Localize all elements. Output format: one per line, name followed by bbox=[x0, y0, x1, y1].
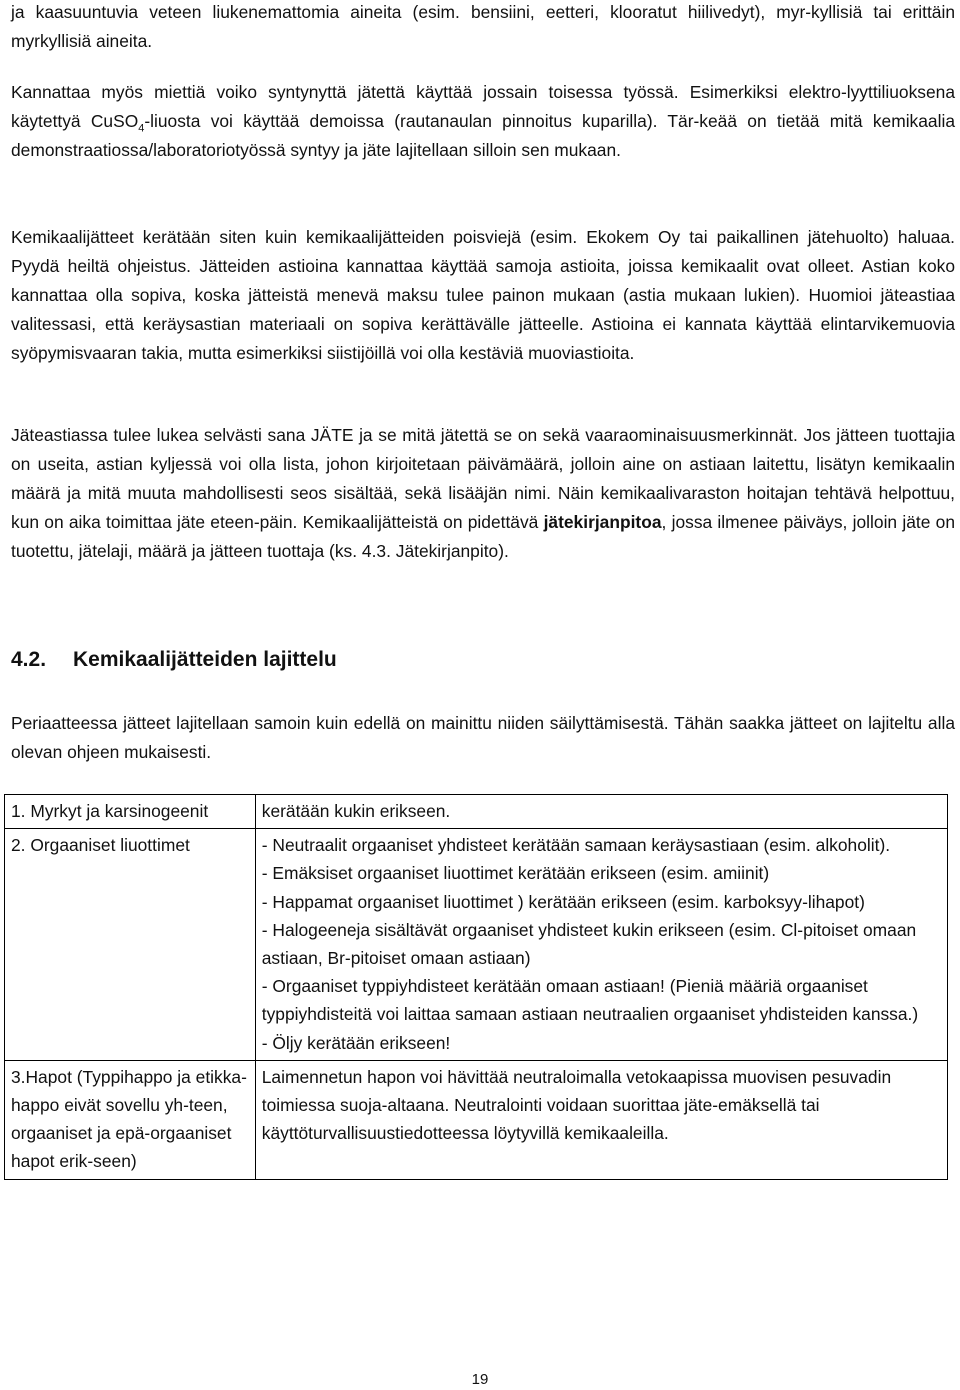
table-cell-category: 2. Orgaaniset liuottimet bbox=[5, 829, 256, 1061]
paragraph-intro-continuation: ja kaasuuntuvia veteen liukenemattomia aineita (esim. bensiini, eetteri, klooratut hiilivedyt), myr-kyllisiä tai erittäin myrkyllisiä aineita. bbox=[11, 2, 955, 51]
paragraph-labeling-text-b: , jossa ilmenee päiväys, jolloin jäte on tuotettu, jätelaji, määrä ja jätteen tuottaja (ks. 4.3. Jätekirjanpito). bbox=[11, 512, 955, 561]
table-cell-instructions bbox=[255, 795, 947, 829]
instruction-line: - Neutraalit orgaaniset yhdisteet kerätään samaan keräysastiaan (esim. alkoholit). bbox=[261, 835, 891, 856]
paragraph-sorting-intro: Periaatteessa jätteet lajitellaan samoin kuin edellä on mainittu niiden säilyttämisestä. Tähän saakka jätteet on lajiteltu alla olevan ohjeen mukaisesti. bbox=[11, 713, 955, 762]
section-heading bbox=[11, 643, 337, 677]
paragraph-labeling bbox=[11, 421, 955, 566]
table-cell-category: 1. Myrkyt ja karsinogeenit bbox=[5, 795, 256, 829]
table-row bbox=[5, 1060, 948, 1179]
paragraph-reuse-waste bbox=[11, 78, 955, 165]
instruction-line: - Emäksiset orgaaniset liuottimet kerätään erikseen (esim. amiinit) bbox=[261, 863, 770, 884]
instruction-line: - Öljy kerätään erikseen! bbox=[261, 1032, 451, 1053]
table-row bbox=[5, 829, 948, 1061]
instruction-line: - Halogeeneja sisältävät orgaaniset yhdisteet kukin erikseen (esim. Cl-pitoiset omaan astiaan, Br-pitoiset omaan astiaan) bbox=[261, 919, 917, 969]
paragraph-labeling-text-a: Jäteastiassa tulee lukea selvästi sana JÄTE ja se mitä jätettä se on sekä vaaraominaisuusmerkinnät. Jos jätteen tuottajia on useita, astian kyljessä voi olla lista, johon kirjoitetaan päivämäärä, jolloin aine on astiaan laitettu, lisätyn kemikaalin määrä ja mitä muuta mahdollisesti seos sisältää, sekä lisääjän nimi. Näin kemikaalivaraston hoitajan tehtävä helpottuu, kun on aika toimittaa jäte eteen-päin. Kemikaalijätteistä on pidettävä bbox=[11, 425, 955, 532]
sorting-table bbox=[4, 794, 948, 1180]
section-number: 4.2. bbox=[11, 648, 47, 671]
instruction-line: kerätään kukin erikseen. bbox=[261, 801, 451, 821]
table-row bbox=[5, 795, 948, 829]
instruction-line: - Orgaaniset typpiyhdisteet kerätään omaan astiaan! (Pieniä määriä orgaaniset typpiyhdisteitä voi laittaa samaan astiaan neutraalien orgaaniset yhdisteiden kanssa.) bbox=[261, 976, 919, 1025]
paragraph-collection: Kemikaalijätteet kerätään siten kuin kemikaalijätteiden poisviejä (esim. Ekokem Oy tai paikallinen jätehuolto) haluaa. Pyydä heiltä ohjeistus. Jätteiden astioina kannattaa käyttää samoja astioita, joissa kemikaalit ovat olleet. Astian koko kannattaa olla sopiva, koska jätteistä menevä maksu tulee painon mukaan (astia mukaan lukien). Huomioi jäteastiaa valitessasi, että keräysastian materiaali on sopiva kerättävälle jätteelle. Astioina ei kannata käyttää elintarvikemuovia syöpymisvaaran takia, mutta esimerkiksi siistijöillä voi olla kestäviä muoviastioita. bbox=[11, 227, 955, 363]
bold-term-jatekirjanpito: jätekirjanpitoa bbox=[543, 512, 662, 532]
section-title: Kemikaalijätteiden lajittelu bbox=[73, 648, 337, 671]
page-number: 19 bbox=[471, 1371, 489, 1388]
table-cell-instructions bbox=[255, 1060, 947, 1179]
instruction-line: - Happamat orgaaniset liuottimet ) kerätään erikseen (esim. karboksyy-lihapot) bbox=[261, 891, 865, 912]
instruction-line: Laimennetun hapon voi hävittää neutraloimalla vetokaapissa muovisen pesuvadin toimiessa suoja-altaana. Neutralointi voidaan suorittaa jäte-emäksellä tai käyttöturvallisuustiedotteessa löytyvillä kemikaaleilla. bbox=[261, 1066, 892, 1144]
subscript-4: 4 bbox=[138, 122, 145, 135]
paragraph-reuse-text-b: -liuosta voi käyttää demoissa (rautanaulan pinnoitus kuparilla). Tär-keää on tietää mitä kemikaalia demonstraatiossa/laboratoriotyössä syntyy ja jäte lajitellaan silloin sen mukaan. bbox=[11, 111, 955, 160]
paragraph-reuse-text-a: Kannattaa myös miettiä voiko syntynyttä jätettä käyttää jossain toisessa työssä. Esimerkiksi elektro-lyyttiliuoksena käytettyä CuSO bbox=[11, 82, 955, 131]
table-cell-category: 3.Hapot (Typpihappo ja etikka-happo eivät sovellu yh-teen, orgaaniset ja epä-orgaaniset hapot erik-seen) bbox=[5, 1060, 256, 1179]
table-cell-instructions bbox=[255, 829, 947, 1061]
